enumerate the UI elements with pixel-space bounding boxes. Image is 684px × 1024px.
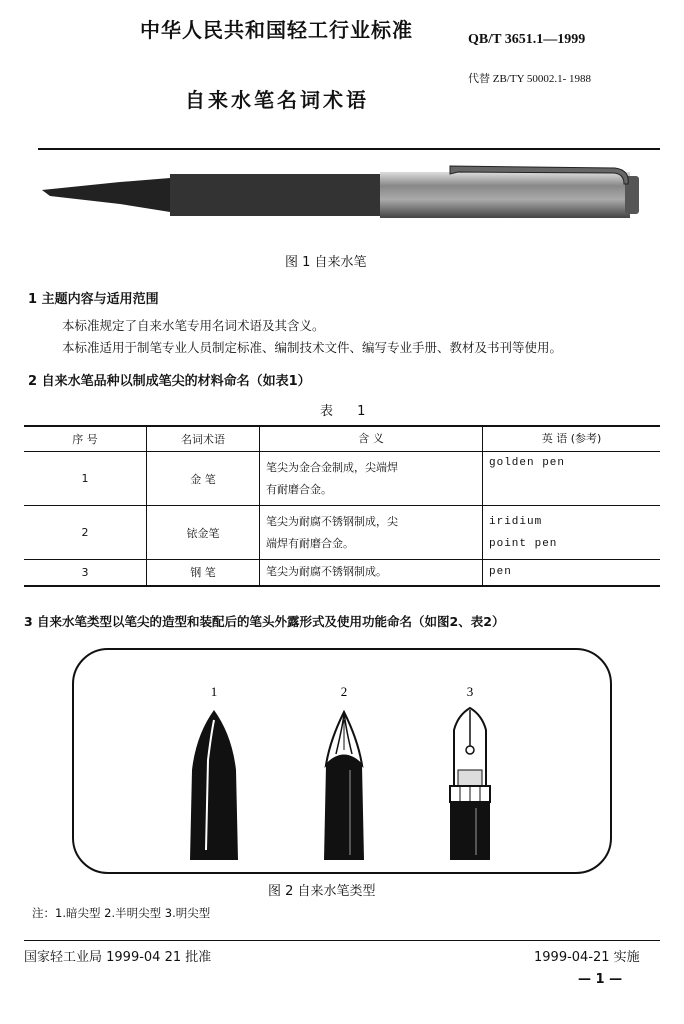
meaning-line: 笔尖为耐腐不锈钢制成，尖 — [266, 514, 398, 528]
document-title: 自来水笔名词术语 — [185, 88, 369, 112]
cell-index: 1 — [24, 452, 147, 506]
cell-english — [483, 560, 661, 586]
cell-meaning — [260, 452, 483, 506]
cell-meaning — [260, 506, 483, 560]
meaning-line: 笔尖为耐腐不锈钢制成。 — [266, 565, 387, 579]
meaning-line: 笔尖为金合金制成，尖端焊 — [266, 460, 398, 474]
table-header-row — [24, 426, 660, 452]
cell-index: 2 — [24, 506, 147, 560]
col-header-index: 序 号 — [24, 426, 147, 452]
table1 — [24, 425, 660, 587]
english-line: golden pen — [489, 457, 566, 469]
col-header-meaning: 含 义 — [260, 426, 483, 452]
pen-cap — [380, 172, 630, 218]
figure1-caption: 图 1 自来水笔 — [285, 255, 367, 270]
pen-type-hidden-nib — [190, 710, 238, 860]
english-line: point pen — [489, 537, 558, 550]
pen-nib-section — [42, 178, 170, 212]
english-line: iridium — [489, 515, 543, 528]
figure2-caption: 图 2 自来水笔类型 — [268, 884, 376, 899]
cell-english — [483, 506, 661, 560]
cell-term: 钢 笔 — [147, 560, 260, 586]
figure1-fountain-pen — [40, 160, 660, 240]
section1-paragraph2: 本标准适用于制笔专业人员制定标准、编制技术文件、编写专业手册、教材及书刊等使用。 — [62, 340, 563, 355]
figure2-label-2: 2 — [340, 684, 348, 699]
table-row — [24, 560, 660, 586]
pen-type-exposed-nib — [450, 708, 490, 860]
section3-heading: 3 自来水笔类型以笔尖的造型和装配后的笔头外露形式及使用功能命名（如图2、表2） — [24, 614, 505, 629]
cell-term: 铱金笔 — [147, 506, 260, 560]
figure2-frame — [72, 648, 612, 874]
approval-info: 国家轻工业局 1999-04 21 批准 — [24, 950, 212, 965]
meaning-line: 端焊有耐磨合金。 — [266, 536, 354, 550]
figure2-label-1: 1 — [210, 684, 218, 699]
table1-caption: 表 1 — [320, 404, 376, 419]
english-line: pen — [489, 566, 512, 579]
standard-header-title: 中华人民共和国轻工行业标准 — [140, 18, 413, 42]
table-row — [24, 452, 660, 506]
effective-date: 1999-04-21 实施 — [534, 950, 640, 965]
pen-barrel — [170, 174, 380, 216]
standard-code: QB/T 3651.1—1999 — [468, 32, 586, 47]
meaning-line: 有耐磨合金。 — [266, 482, 332, 496]
cell-term: 金 笔 — [147, 452, 260, 506]
cell-index: 3 — [24, 560, 147, 586]
page-number: — 1 — — [578, 972, 623, 987]
section1-heading: 1 主题内容与适用范围 — [28, 292, 159, 307]
pen-type-semi-exposed-nib — [324, 712, 364, 860]
replaces-standard: 代替 ZB/TY 50002.1- 1988 — [468, 73, 592, 85]
bottom-rule — [24, 940, 660, 941]
section2-heading: 2 自来水笔品种以制成笔尖的材料命名（如表1） — [28, 374, 311, 389]
figure2-label-3: 3 — [466, 684, 474, 699]
col-header-english: 英 语 (参考) — [483, 426, 661, 452]
section1-paragraph1: 本标准规定了自来水笔专用名词术语及其含义。 — [62, 318, 325, 333]
cell-english — [483, 452, 661, 506]
figure2-note: 注：1.暗尖型 2.半明尖型 3.明尖型 — [32, 906, 211, 920]
cell-meaning — [260, 560, 483, 586]
col-header-term: 名词术语 — [147, 426, 260, 452]
top-rule — [38, 148, 660, 150]
table-row — [24, 506, 660, 560]
